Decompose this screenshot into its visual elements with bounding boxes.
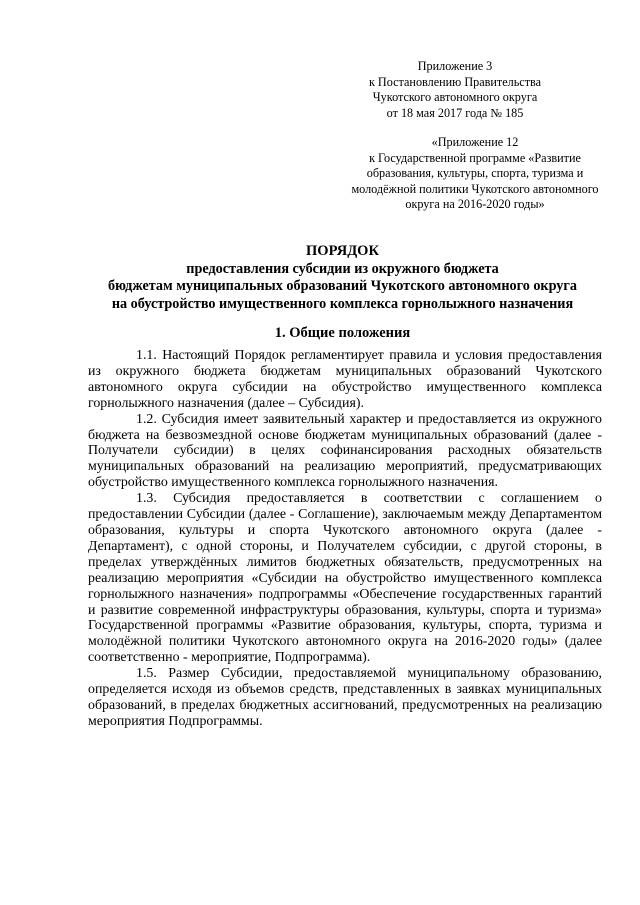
paragraph: 1.5. Размер Субсидии, предоставляемой муниципальному образованию, определяется исходя из объемов средств, представленных в заявках муниципальных образований, в пределах бюджетных ассигнований, предусмотренных на реализацию мероприятия Подпрограммы. bbox=[88, 666, 602, 729]
document-title: ПОРЯДОК bbox=[306, 243, 379, 259]
appendix-line: от 18 мая 2017 года № 185 bbox=[386, 105, 524, 120]
paragraph: 1.3. Субсидия предоставляется в соответствии с соглашением о предоставлении Субсидии (далее - Соглашение), заключаемым между Департаментом образования, культуры и спорта Чукотского автономного округа (далее - Департамент), с одной стороны, и Получателем субсидии, с другой стороны, в пределах утверждённых лимитов бюджетных обязательств, предусмотренных на реализацию мероприятия «Субсидии на обустройство имущественного комплекса горнолыжного назначения» подпрограммы «Обеспечение государственных гарантий и развитие современной инфраструктуры образования, культуры, спорта и туризма» Государственной программы «Развитие образования, культуры, спорта, туризма и молодёжной политики Чукотского автономного округа на 2016-2020 годы» (далее соответственно - мероприятие, Подпрограмма). bbox=[88, 491, 602, 666]
section-heading: 1. Общие положения bbox=[274, 325, 411, 341]
appendix-line: Приложение 3 bbox=[417, 59, 493, 73]
paragraph: 1.1. Настоящий Порядок регламентирует правила и условия предоставления из окружного бюджета бюджетам муниципальных образований Чукотского автономного округа субсидии на обустройство имущественного комплекса горнолыжного назначения (далее – Субсидия). bbox=[88, 348, 602, 411]
document-subtitle-line: на обустройство имущественного комплекса горнолыжного назначения bbox=[111, 295, 574, 312]
program-appendix-line: округа на 2016-2020 годы» bbox=[405, 197, 545, 211]
document-body bbox=[88, 348, 602, 730]
program-appendix-line: молодёжной политики Чукотского автономного bbox=[351, 181, 599, 196]
program-appendix-line: образования, культуры, спорта, туризма и bbox=[366, 166, 584, 180]
paragraph: 1.2. Субсидия имеет заявительный характер и предоставляется из окружного бюджета на безвозмездной основе бюджетам муниципальных образований (далее - Получатели субсидии) в целях софинансирования расходных обязательств муниципальных образований на реализацию мероприятий, предусматривающих обустройство имущественного комплекса горнолыжного назначения. bbox=[88, 411, 602, 491]
program-appendix-line: к Государственной программе «Развитие bbox=[369, 150, 581, 165]
appendix-line: Чукотского автономного округа bbox=[372, 90, 538, 104]
document-subtitle-line: предоставления субсидии из окружного бюджета bbox=[186, 260, 499, 277]
document-title-block bbox=[60, 243, 625, 313]
appendix-reference-block bbox=[355, 59, 555, 121]
document-subtitle-line: бюджетам муниципальных образований Чукотского автономного округа bbox=[108, 278, 577, 294]
program-appendix-line: «Приложение 12 bbox=[431, 135, 519, 149]
appendix-line: к Постановлению Правительства bbox=[368, 74, 542, 89]
program-appendix-block bbox=[330, 135, 620, 213]
